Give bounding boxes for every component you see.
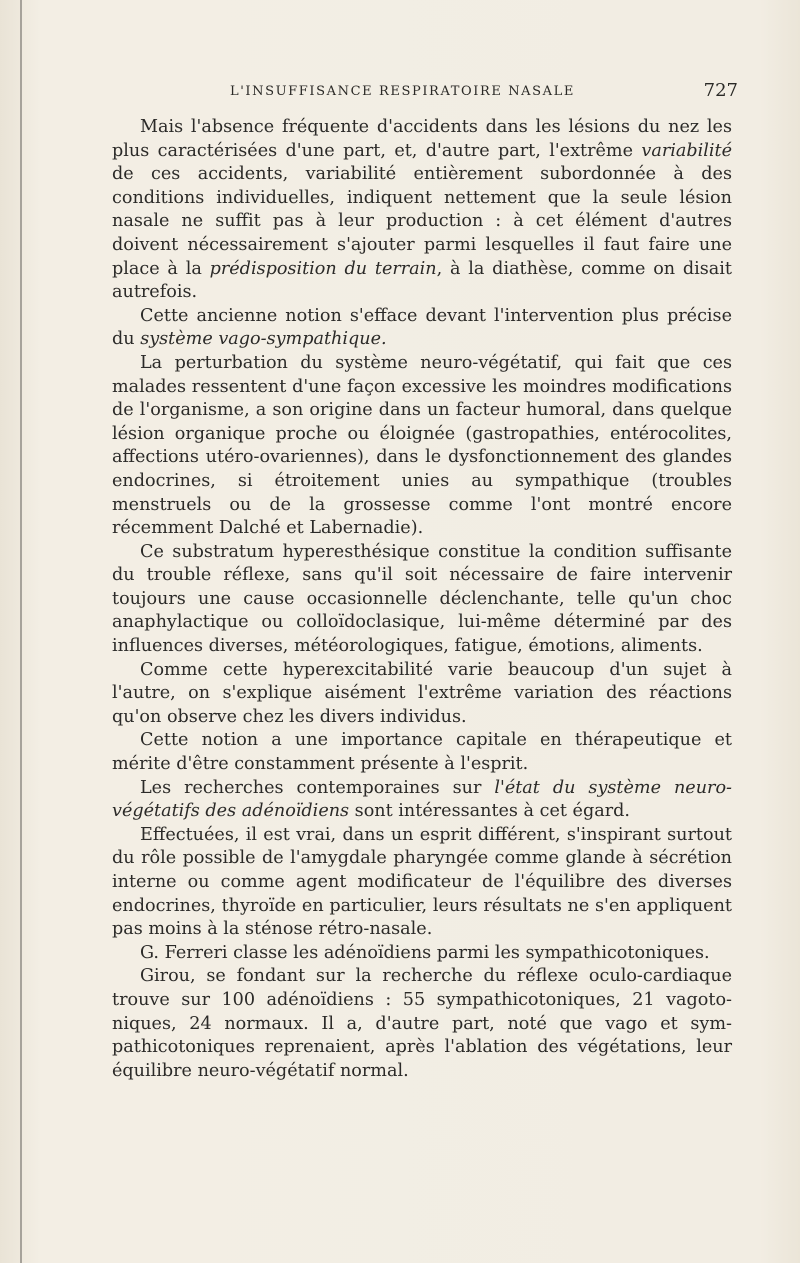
paragraph: G. Ferreri classe les adénoïdiens parmi les sympathicotoniques. xyxy=(140,942,710,963)
paragraph: Effectuées, il est vrai, dans un esprit différent, s'inspirant surtout du rôle possible de l'amygdale pharyngée comme glande à sécrétion interne ou comme agent modificateur de l'équilibre des diverses endocrines, thyroïde en particulier, leurs résultats ne s'en appliquent pas moins à la sténose rétro-nasale. xyxy=(112,824,732,940)
paragraph: Mais l'absence fréquente d'accidents dans les lésions du nez les plus caractérisées d'une part, et, d'autre part, l'extrême variabilité de ces accidents, variabilité entièrement subordonnée à des conditions individuelles, indiquent nettement que la seule lésion nasale ne suffit pas à leur production : à cet élément d'autres doivent nécessairement s'ajouter parmi lesquelles il faut faire une place à la prédisposition du terrain, à la diathèse, comme on disait autrefois. xyxy=(112,117,732,303)
paragraph: Comme cette hyperexcitabilité varie beaucoup d'un sujet à l'autre, on s'explique aisément l'extrême variation des réactions qu'on observe chez les divers individus. xyxy=(112,659,732,727)
paragraph: Cette ancienne notion s'efface devant l'intervention plus précise du système vago-sympathique. xyxy=(112,305,732,350)
binding-edge xyxy=(20,0,22,1263)
paragraph: Les recherches contemporaines sur l'état du système neuro-végétatifs des adénoïdiens sont intéressantes à cet égard. xyxy=(112,777,732,822)
body-text xyxy=(112,116,732,1083)
page-number: 727 xyxy=(703,80,738,101)
paragraph: Ce substratum hyperesthésique constitue la condition suffisante du trouble réflexe, sans qu'il soit nécessaire de faire intervenir toujours une cause occasionnelle déclenchante, telle qu'un choc anaphylactique ou colloïdoclasique, lui-même déterminé par des influences diverses, météorologiques, fatigue, émotions, aliments. xyxy=(112,541,732,657)
running-head: L'INSUFFISANCE RESPIRATOIRE NASALE xyxy=(230,84,575,99)
paragraph: Girou, se fondant sur la recherche du réflexe oculo-cardiaque trouve sur 100 adénoïdiens : 55 sympathicotoniques, 21 vagotoniques, 24 normaux. Il a, d'autre part, noté que vago et sympathicotoniques reprenaient, après l'ablation des végétations, leur équilibre neuro-végétatif normal. xyxy=(112,966,732,1081)
paragraph: La perturbation du système neuro-végétatif, qui fait que ces malades ressentent d'une façon excessive les moindres modifications de l'organisme, a son origine dans un facteur humoral, dans quelque lésion organique proche ou éloignée (gastropathies, entérocolites, affections utéro-ovariennes), dans le dysfonctionnement des glandes endocrines, si étroitement unies au sympathique (troubles menstruels ou de la grossesse comme l'ont montré encore récemment Dalché et Labernadie). xyxy=(112,352,732,539)
page-header xyxy=(110,80,738,108)
paragraph: Cette notion a une importance capitale en thérapeutique et mérite d'être constamment présente à l'esprit. xyxy=(112,730,732,775)
